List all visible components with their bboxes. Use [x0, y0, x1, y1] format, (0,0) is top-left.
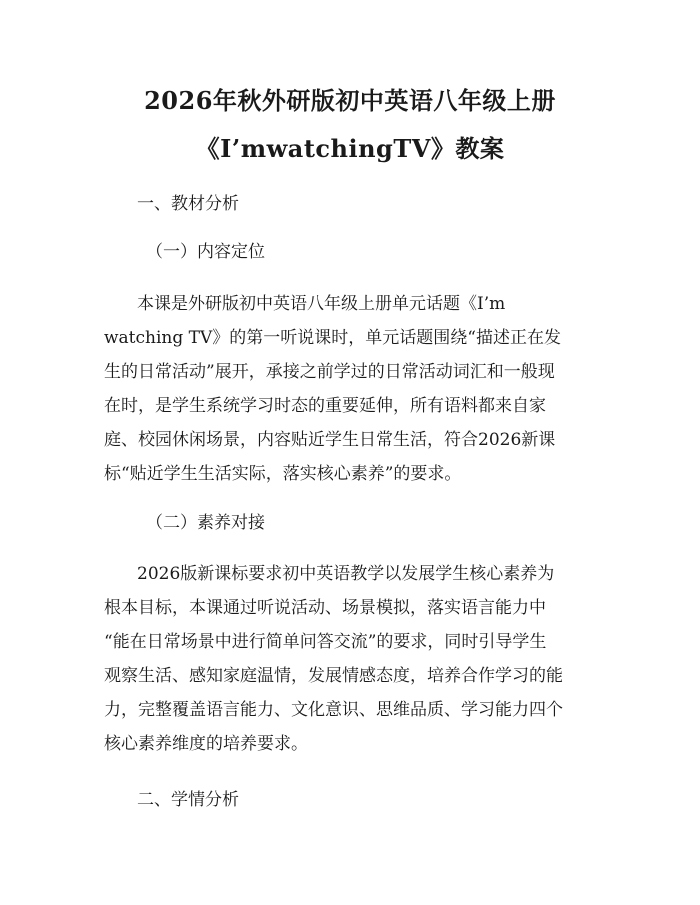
subsection-heading-literacy-alignment: （二）素养对接 [146, 513, 265, 533]
paragraph-line: 观察生活、感知家庭温情，发展情感态度，培养合作学习的能 [104, 666, 563, 686]
paragraph-line: watching TV》的第一听说课时，单元话题围绕“描述正在发 [104, 328, 561, 348]
paragraph-line: 标“贴近学生生活实际，落实核心素养”的要求。 [104, 464, 462, 484]
paragraph-content-positioning [104, 287, 600, 491]
document-title-line-2: 《I’mwatchingTV》教案 [195, 134, 505, 163]
paragraph-line: 本课是外研版初中英语八年级上册单元话题《I’m [137, 294, 506, 314]
paragraph-line: 在时，是学生系统学习时态的重要延伸，所有语料都来自家 [104, 396, 546, 416]
paragraph-literacy-alignment [104, 557, 600, 761]
section-heading-textbook-analysis: 一、教材分析 [137, 194, 239, 214]
paragraph-line: “能在日常场景中进行简单问答交流”的要求，同时引导学生 [104, 632, 547, 652]
section-heading-student-analysis: 二、学情分析 [137, 790, 239, 810]
paragraph-line: 根本目标，本课通过听说活动、场景模拟，落实语言能力中 [104, 598, 546, 618]
document-title-line-1: 2026年秋外研版初中英语八年级上册 [144, 86, 556, 115]
paragraph-line: 庭、校园休闲场景，内容贴近学生日常生活，符合2026新课 [104, 430, 556, 450]
paragraph-line: 生的日常活动”展开，承接之前学过的日常活动词汇和一般现 [104, 362, 555, 382]
paragraph-line: 2026版新课标要求初中英语教学以发展学生核心素养为 [137, 564, 555, 584]
paragraph-line: 力，完整覆盖语言能力、文化意识、思维品质、学习能力四个 [104, 700, 563, 720]
paragraph-line: 核心素养维度的培养要求。 [104, 734, 308, 754]
subsection-heading-content-positioning: （一）内容定位 [146, 242, 265, 262]
